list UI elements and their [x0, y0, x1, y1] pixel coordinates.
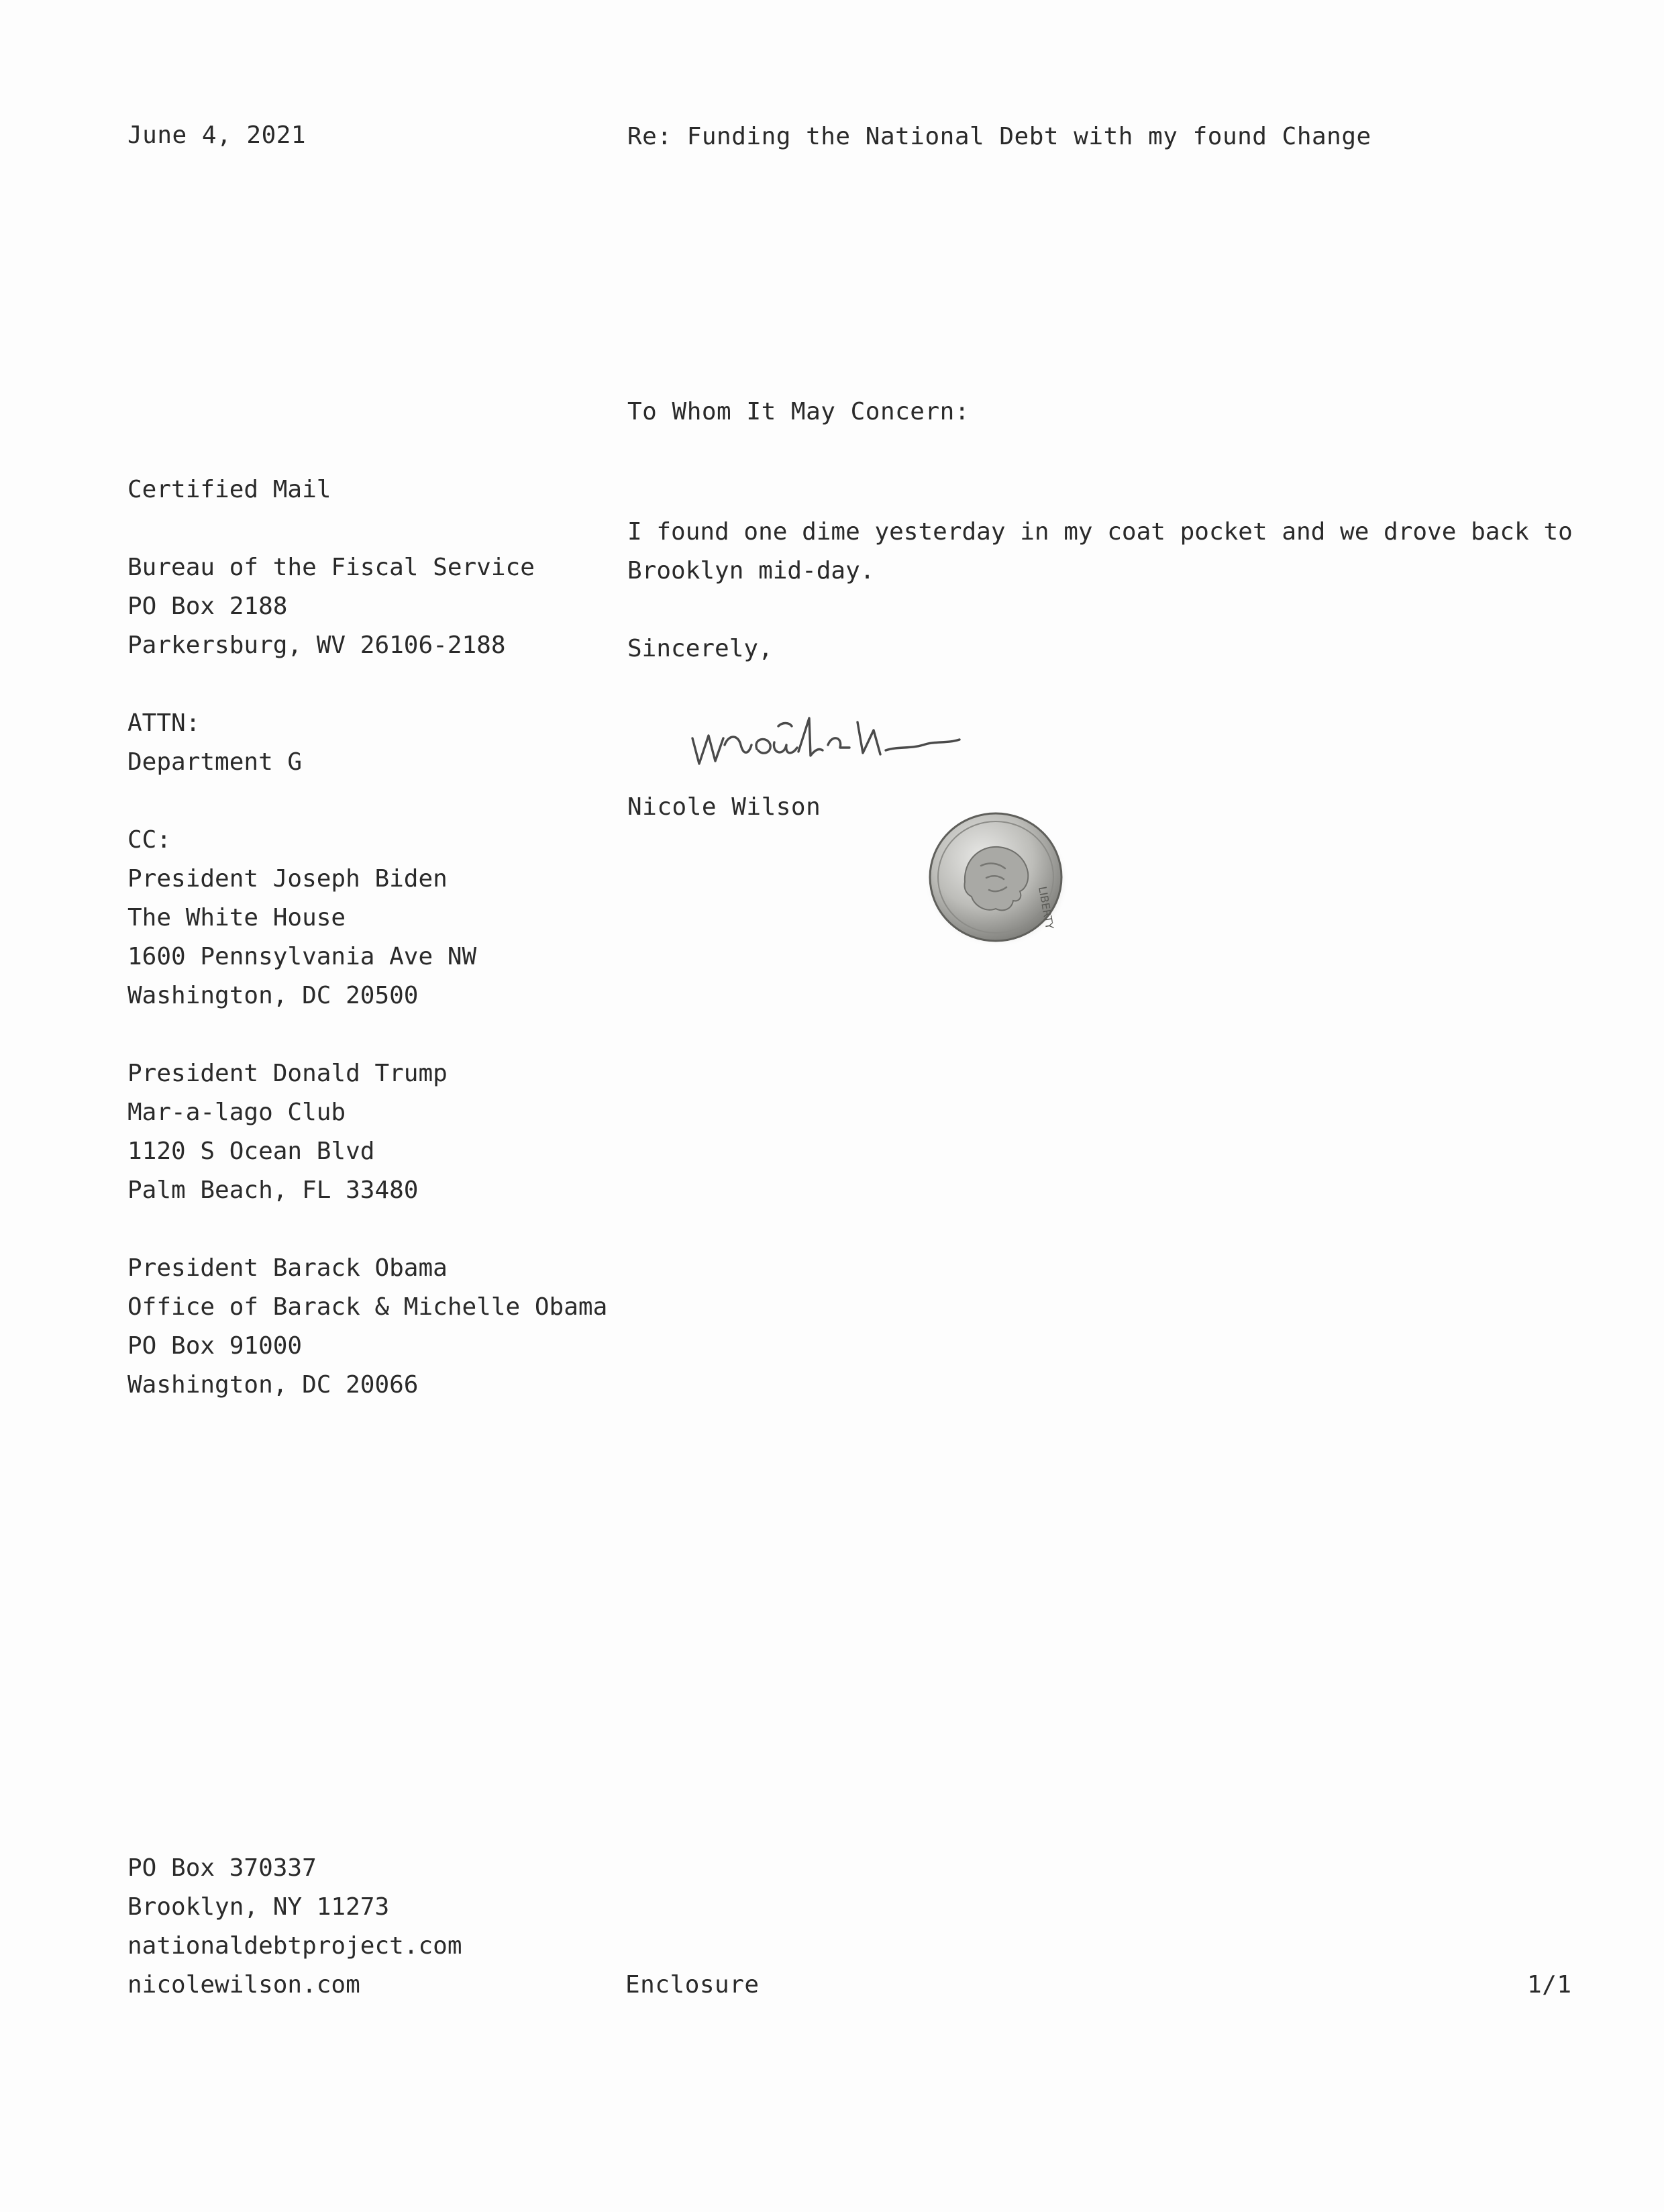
- cc-entry-trump-line3: 1120 S Ocean Blvd: [127, 1138, 375, 1165]
- sender-website-1: nationaldebtproject.com: [127, 1932, 462, 1960]
- cc-entry-obama-line3: PO Box 91000: [127, 1332, 303, 1360]
- cc-label: CC:: [127, 826, 172, 854]
- attn-label: ATTN:: [127, 709, 201, 737]
- sender-line-1: PO Box 370337: [127, 1854, 317, 1882]
- cc-entry-obama-line4: Washington, DC 20066: [127, 1371, 419, 1399]
- letter-body: [627, 513, 1573, 668]
- page-number: 1/1: [1527, 1971, 1572, 1999]
- cc-entry-trump-line2: Mar-a-lago Club: [127, 1099, 346, 1126]
- cc-entry-biden-line3: 1600 Pennsylvania Ave NW: [127, 943, 477, 970]
- signer-name: Nicole Wilson: [627, 793, 821, 821]
- delivery-method: Certified Mail: [127, 476, 331, 503]
- recipient-street: PO Box 2188: [127, 593, 288, 620]
- sender-line-2: Brooklyn, NY 11273: [127, 1893, 390, 1921]
- salutation: To Whom It May Concern:: [627, 398, 970, 425]
- enclosure-note: Enclosure: [625, 1971, 760, 1999]
- sender-address: [127, 1849, 462, 2005]
- cc-entry-biden-name: President Joseph Biden: [127, 865, 448, 893]
- body-line-2: Brooklyn mid-day.: [627, 557, 875, 585]
- recipient-city: Parkersburg, WV 26106-2188: [127, 632, 506, 659]
- cc-entry-biden-line4: Washington, DC 20500: [127, 982, 419, 1009]
- cc-entry-obama-line2: Office of Barack & Michelle Obama: [127, 1293, 608, 1321]
- attn-value: Department G: [127, 748, 303, 776]
- dime-coin-icon: [925, 808, 1070, 949]
- cc-entry-biden-line2: The White House: [127, 904, 346, 932]
- coin-inscription: LIBERTY: [1036, 885, 1056, 930]
- letter-date: June 4, 2021: [127, 121, 307, 149]
- closing: Sincerely,: [627, 635, 773, 662]
- sender-website-2: nicolewilson.com: [127, 1971, 360, 1999]
- cc-entry-trump-line4: Palm Beach, FL 33480: [127, 1176, 419, 1204]
- handwritten-signature: [684, 691, 1006, 772]
- cc-entry-trump-name: President Donald Trump: [127, 1060, 448, 1087]
- recipient-org: Bureau of the Fiscal Service: [127, 554, 535, 581]
- body-line-1: I found one dime yesterday in my coat pocket and we drove back to: [627, 518, 1573, 546]
- letter-subject: Re: Funding the National Debt with my found Change: [627, 123, 1371, 150]
- cc-entry-obama-name: President Barack Obama: [127, 1254, 448, 1282]
- recipient-address: [127, 470, 607, 1405]
